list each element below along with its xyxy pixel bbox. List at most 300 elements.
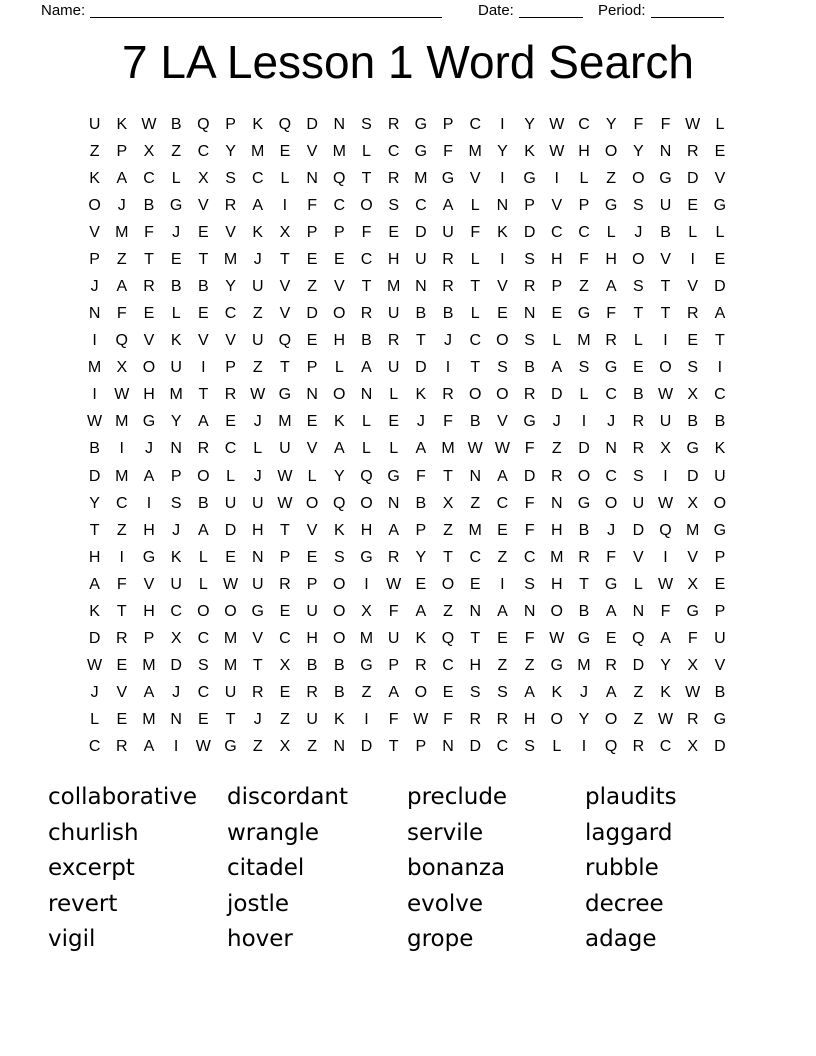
grid-cell: C [88,738,101,756]
grid-cell: U [632,494,645,512]
grid-cell: E [714,575,726,593]
grid-cell: B [687,413,699,431]
word-list-item: plaudits [585,784,677,810]
grid-cell: A [388,521,399,539]
grid-cell: D [632,521,645,539]
grid-cell: U [224,494,237,512]
grid-cell: N [170,440,182,458]
grid-cell: E [306,548,318,566]
grid-cell: K [170,332,182,350]
grid-cell: H [551,521,563,539]
grid-cell: C [551,223,563,241]
grid-cell: U [387,359,400,377]
grid-cell: A [524,684,535,702]
grid-cell: B [170,278,182,295]
word-list-item: bonanza [407,855,506,882]
grid-cell: J [416,413,425,431]
grid-cell: K [89,169,100,187]
grid-cell: M [414,169,428,187]
grid-cell: B [524,359,535,377]
grid-cell: G [577,630,591,648]
grid-cell: P [170,467,182,485]
grid-cell: W [413,711,429,729]
grid-cell: R [442,386,454,404]
grid-cell: Z [116,521,127,539]
grid-cell: R [686,711,699,729]
grid-cell: A [198,521,209,539]
grid-cell: O [604,142,618,160]
grid-cell: D [360,738,373,756]
grid-cell: P [279,548,291,566]
grid-cell: K [333,711,345,729]
grid-cell: P [714,602,726,620]
grid-cell: E [143,305,155,323]
grid-cell: P [116,142,128,160]
grid-cell: M [223,630,238,648]
grid-cell: A [116,169,128,187]
grid-cell: W [685,115,701,133]
grid-cell: B [415,494,427,512]
grid-cell: E [497,630,508,648]
grid-cell: W [87,413,103,431]
grid-cell: C [496,494,509,512]
grid-cell: B [578,602,590,620]
grid-cell: F [388,602,399,620]
grid-cell: K [524,142,535,160]
grid-cell: P [143,630,155,648]
grid-cell: J [253,413,262,431]
grid-cell: G [550,657,563,675]
grid-cell: O [441,575,455,593]
grid-cell: V [687,548,699,566]
grid-cell: G [577,494,591,512]
grid-cell: H [333,332,346,350]
grid-cell: T [89,521,100,539]
grid-cell: I [500,575,505,593]
grid-cell: O [333,630,346,648]
grid-cell: S [524,575,535,593]
grid-cell: J [607,521,616,539]
grid-cell: Q [333,494,346,512]
grid-cell: L [171,169,181,187]
grid-cell: R [306,684,318,702]
grid-cell: T [116,602,127,620]
grid-cell: M [115,223,129,241]
grid-cell: O [713,494,727,512]
grid-cell: V [633,548,644,566]
grid-cell: F [307,196,317,214]
grid-cell: L [280,169,290,187]
grid-cell: G [387,467,400,485]
grid-cell: T [280,521,290,539]
grid-cell: E [469,575,481,593]
grid-cell: W [549,630,565,648]
grid-cell: V [333,278,345,295]
grid-cell: S [497,359,508,377]
grid-cell: J [634,223,643,241]
grid-cell: G [713,711,727,729]
grid-cell: U [224,684,237,702]
grid-cell: A [442,196,454,214]
grid-cell: Y [89,494,100,512]
grid-cell: P [306,359,318,377]
grid-cell: V [469,169,481,187]
grid-cell: R [116,738,128,756]
grid-cell: V [687,278,699,295]
grid-cell: C [578,115,590,133]
grid-cell: G [604,196,618,214]
grid-cell: C [251,169,264,187]
grid-cell: S [361,115,372,133]
grid-cell: G [251,602,264,620]
grid-cell: Z [606,169,617,187]
grid-cell: X [687,738,699,756]
grid-cell: Z [252,738,263,756]
grid-cell: G [659,169,672,187]
grid-cell: Y [497,142,508,160]
grid-cell: Q [360,467,373,485]
grid-cell: A [143,738,155,756]
grid-cell: V [714,169,726,187]
grid-cell: T [470,630,481,648]
grid-cell: Z [633,711,644,729]
grid-cell: T [144,250,154,268]
word-list-item: evolve [407,890,483,917]
grid-cell: M [115,467,129,485]
grid-cell: K [333,413,345,431]
grid-cell: X [279,223,291,241]
grid-cell: R [442,278,454,295]
grid-cell: A [714,305,726,323]
grid-cell: O [224,602,237,620]
grid-cell: C [197,630,210,648]
grid-cell: N [306,169,318,187]
grid-cell: F [660,115,671,133]
grid-cell: E [170,250,182,268]
word-list-item: wrangle [227,819,320,846]
grid-cell: E [306,250,318,268]
name-label: Name: [41,2,86,19]
grid-cell: V [252,630,264,648]
grid-cell: C [197,142,210,160]
grid-cell: R [387,169,400,187]
grid-cell: B [143,196,155,214]
word-list-item: jostle [227,890,290,917]
grid-cell: O [496,332,509,350]
grid-cell: Q [659,521,672,539]
grid-cell: V [497,278,508,295]
grid-cell: A [252,196,264,214]
grid-cell: Q [278,115,292,133]
grid-cell: A [605,278,617,295]
grid-cell: G [169,196,183,214]
grid-cell: W [87,657,103,675]
grid-cell: E [279,684,291,702]
grid-cell: B [415,305,427,323]
grid-cell: H [360,521,373,539]
grid-cell: T [361,169,372,187]
grid-cell: V [306,142,318,160]
grid-cell: X [687,657,699,675]
grid-cell: Y [333,467,345,485]
grid-cell: L [389,440,399,458]
grid-cell: R [143,278,155,295]
grid-cell: T [280,250,290,268]
grid-cell: O [414,684,428,702]
grid-cell: N [306,386,318,404]
grid-cell: W [222,575,239,593]
grid-cell: Y [605,115,617,133]
grid-cell: X [279,657,291,675]
word-list-column [407,780,585,958]
grid-cell: A [333,440,345,458]
grid-cell: Q [604,738,618,756]
grid-cell: B [660,223,671,241]
grid-cell: V [306,521,318,539]
grid-cell: S [469,684,481,702]
grid-cell: M [142,711,156,729]
grid-cell: T [470,359,481,377]
grid-cell: A [415,440,427,458]
grid-cell: Z [497,657,508,675]
grid-cell: P [306,223,318,241]
grid-cell: A [551,359,563,377]
grid-cell: X [279,738,291,756]
grid-cell: D [170,657,182,675]
grid-cell: I [364,575,369,593]
grid-cell: A [361,359,372,377]
grid-cell: L [307,467,317,485]
grid-cell: Z [252,305,263,323]
grid-cell: L [606,223,616,241]
word-list-item: hover [227,926,293,953]
grid-cell: C [469,332,481,350]
grid-cell: Q [115,332,128,350]
word-list-item: grope [407,926,474,953]
grid-cell: H [551,250,563,268]
grid-cell: M [468,521,482,539]
grid-cell: L [633,575,643,593]
grid-cell: G [713,521,727,539]
grid-cell: C [605,386,617,404]
grid-cell: Q [632,630,645,648]
grid-cell: N [88,305,101,323]
grid-cell: P [306,575,318,593]
grid-cell: N [387,494,400,512]
grid-cell: G [686,602,699,620]
grid-cell: G [360,548,373,566]
grid-cell: K [415,630,427,648]
grid-cell: F [443,711,453,729]
grid-cell: V [551,196,563,214]
grid-cell: E [633,359,644,377]
grid-cell: K [170,548,182,566]
grid-cell: I [663,548,668,566]
word-list-column [48,780,227,958]
grid-cell: S [633,278,644,295]
grid-cell: B [361,332,372,350]
grid-cell: P [333,223,345,241]
grid-cell: K [497,223,508,241]
grid-cell: T [198,386,209,404]
grid-cell: U [88,115,101,133]
grid-cell: D [88,467,101,485]
grid-cell: T [470,278,481,295]
grid-cell: C [469,548,481,566]
grid-cell: E [198,223,209,241]
grid-cell: O [604,711,618,729]
grid-cell: H [469,657,481,675]
grid-cell: U [387,305,400,323]
grid-cell: J [253,711,262,729]
grid-cell: L [253,440,263,458]
grid-cell: D [686,169,699,187]
grid-cell: X [687,575,699,593]
grid-cell: E [306,332,318,350]
grid-cell: T [225,711,236,729]
grid-cell: W [657,575,674,593]
grid-cell: C [333,196,346,214]
grid-cell: B [714,684,726,702]
grid-cell: Y [578,711,590,729]
grid-cell: H [251,521,264,539]
grid-cell: Z [307,738,317,756]
grid-cell: N [251,548,264,566]
grid-cell: A [497,602,508,620]
grid-cell: P [442,115,454,133]
grid-cell: A [198,413,209,431]
grid-cell: D [415,223,427,241]
grid-cell: E [198,711,209,729]
grid-cell: F [443,413,453,431]
grid-cell: K [551,684,563,702]
word-list-item: excerpt [48,855,135,882]
grid-cell: C [523,548,536,566]
grid-cell: M [251,142,265,160]
grid-cell: W [494,440,510,458]
grid-cell: E [415,575,427,593]
grid-cell: N [632,602,645,620]
grid-cell: I [500,115,505,133]
grid-cell: P [225,115,236,133]
grid-cell: E [388,413,399,431]
grid-cell: S [687,359,699,377]
grid-cell: F [687,630,698,648]
grid-cell: H [306,630,318,648]
grid-cell: H [88,548,101,566]
grid-cell: G [360,657,373,675]
grid-cell: I [201,359,206,377]
grid-cell: C [170,602,182,620]
grid-cell: U [415,250,427,268]
grid-cell: S [524,738,535,756]
grid-cell: O [577,467,591,485]
grid-cell: F [524,630,535,648]
grid-cell: B [198,494,209,512]
grid-cell: N [496,196,509,214]
grid-cell: C [387,142,400,160]
grid-cell: A [660,630,671,648]
grid-cell: O [333,602,346,620]
grid-cell: L [362,413,371,431]
grid-cell: F [388,711,399,729]
grid-cell: H [143,386,155,404]
period-blank-line [651,3,724,18]
grid-cell: V [279,305,291,323]
grid-cell: V [89,223,100,241]
date-blank-line [519,3,583,18]
grid-cell: W [277,467,293,485]
grid-cell: B [198,278,209,295]
grid-cell: H [387,250,400,268]
grid-cell: B [333,657,345,675]
grid-cell: N [551,494,563,512]
grid-cell: D [714,738,726,756]
grid-cell: G [414,115,428,133]
grid-cell: W [195,738,211,756]
word-list-item: vigil [48,926,96,953]
grid-cell: O [88,196,101,214]
grid-cell: W [549,115,565,133]
grid-cell: W [657,386,674,404]
grid-cell: P [415,738,427,756]
grid-cell: K [660,684,671,702]
grid-cell: Y [415,548,427,566]
grid-cell: Z [470,494,481,512]
grid-cell: M [577,657,591,675]
grid-cell: C [659,738,672,756]
grid-cell: V [143,575,155,593]
grid-cell: M [577,332,591,350]
grid-cell: M [115,413,129,431]
grid-cell: F [116,305,127,323]
name-field [41,2,457,18]
grid-cell: C [360,250,373,268]
grid-cell: J [444,332,453,350]
grid-cell: E [714,142,726,160]
grid-cell: Q [278,332,292,350]
grid-cell: E [225,548,236,566]
grid-cell: F [606,548,617,566]
grid-cell: X [687,386,699,404]
grid-cell: I [92,386,97,404]
grid-cell: R [632,440,645,458]
grid-cell: G [414,142,428,160]
grid-cell: M [169,386,183,404]
grid-cell: R [469,711,481,729]
grid-cell: T [361,278,372,295]
grid-cell: P [388,657,399,675]
grid-cell: J [579,684,588,702]
grid-cell: I [282,196,288,214]
grid-cell: E [279,142,291,160]
word-list-item: laggard [585,819,673,846]
grid-cell: R [523,278,536,295]
grid-cell: Y [524,115,535,133]
grid-cell: X [687,494,699,512]
word-list-item: decree [585,890,664,917]
grid-cell: K [116,115,128,133]
grid-cell: A [143,467,155,485]
grid-cell: M [223,250,238,268]
grid-cell: R [360,305,373,323]
grid-cell: O [496,386,509,404]
grid-cell: O [142,359,156,377]
grid-cell: Z [89,142,100,160]
grid-cell: R [632,738,645,756]
grid-cell: G [278,386,292,404]
grid-cell: C [578,223,590,241]
